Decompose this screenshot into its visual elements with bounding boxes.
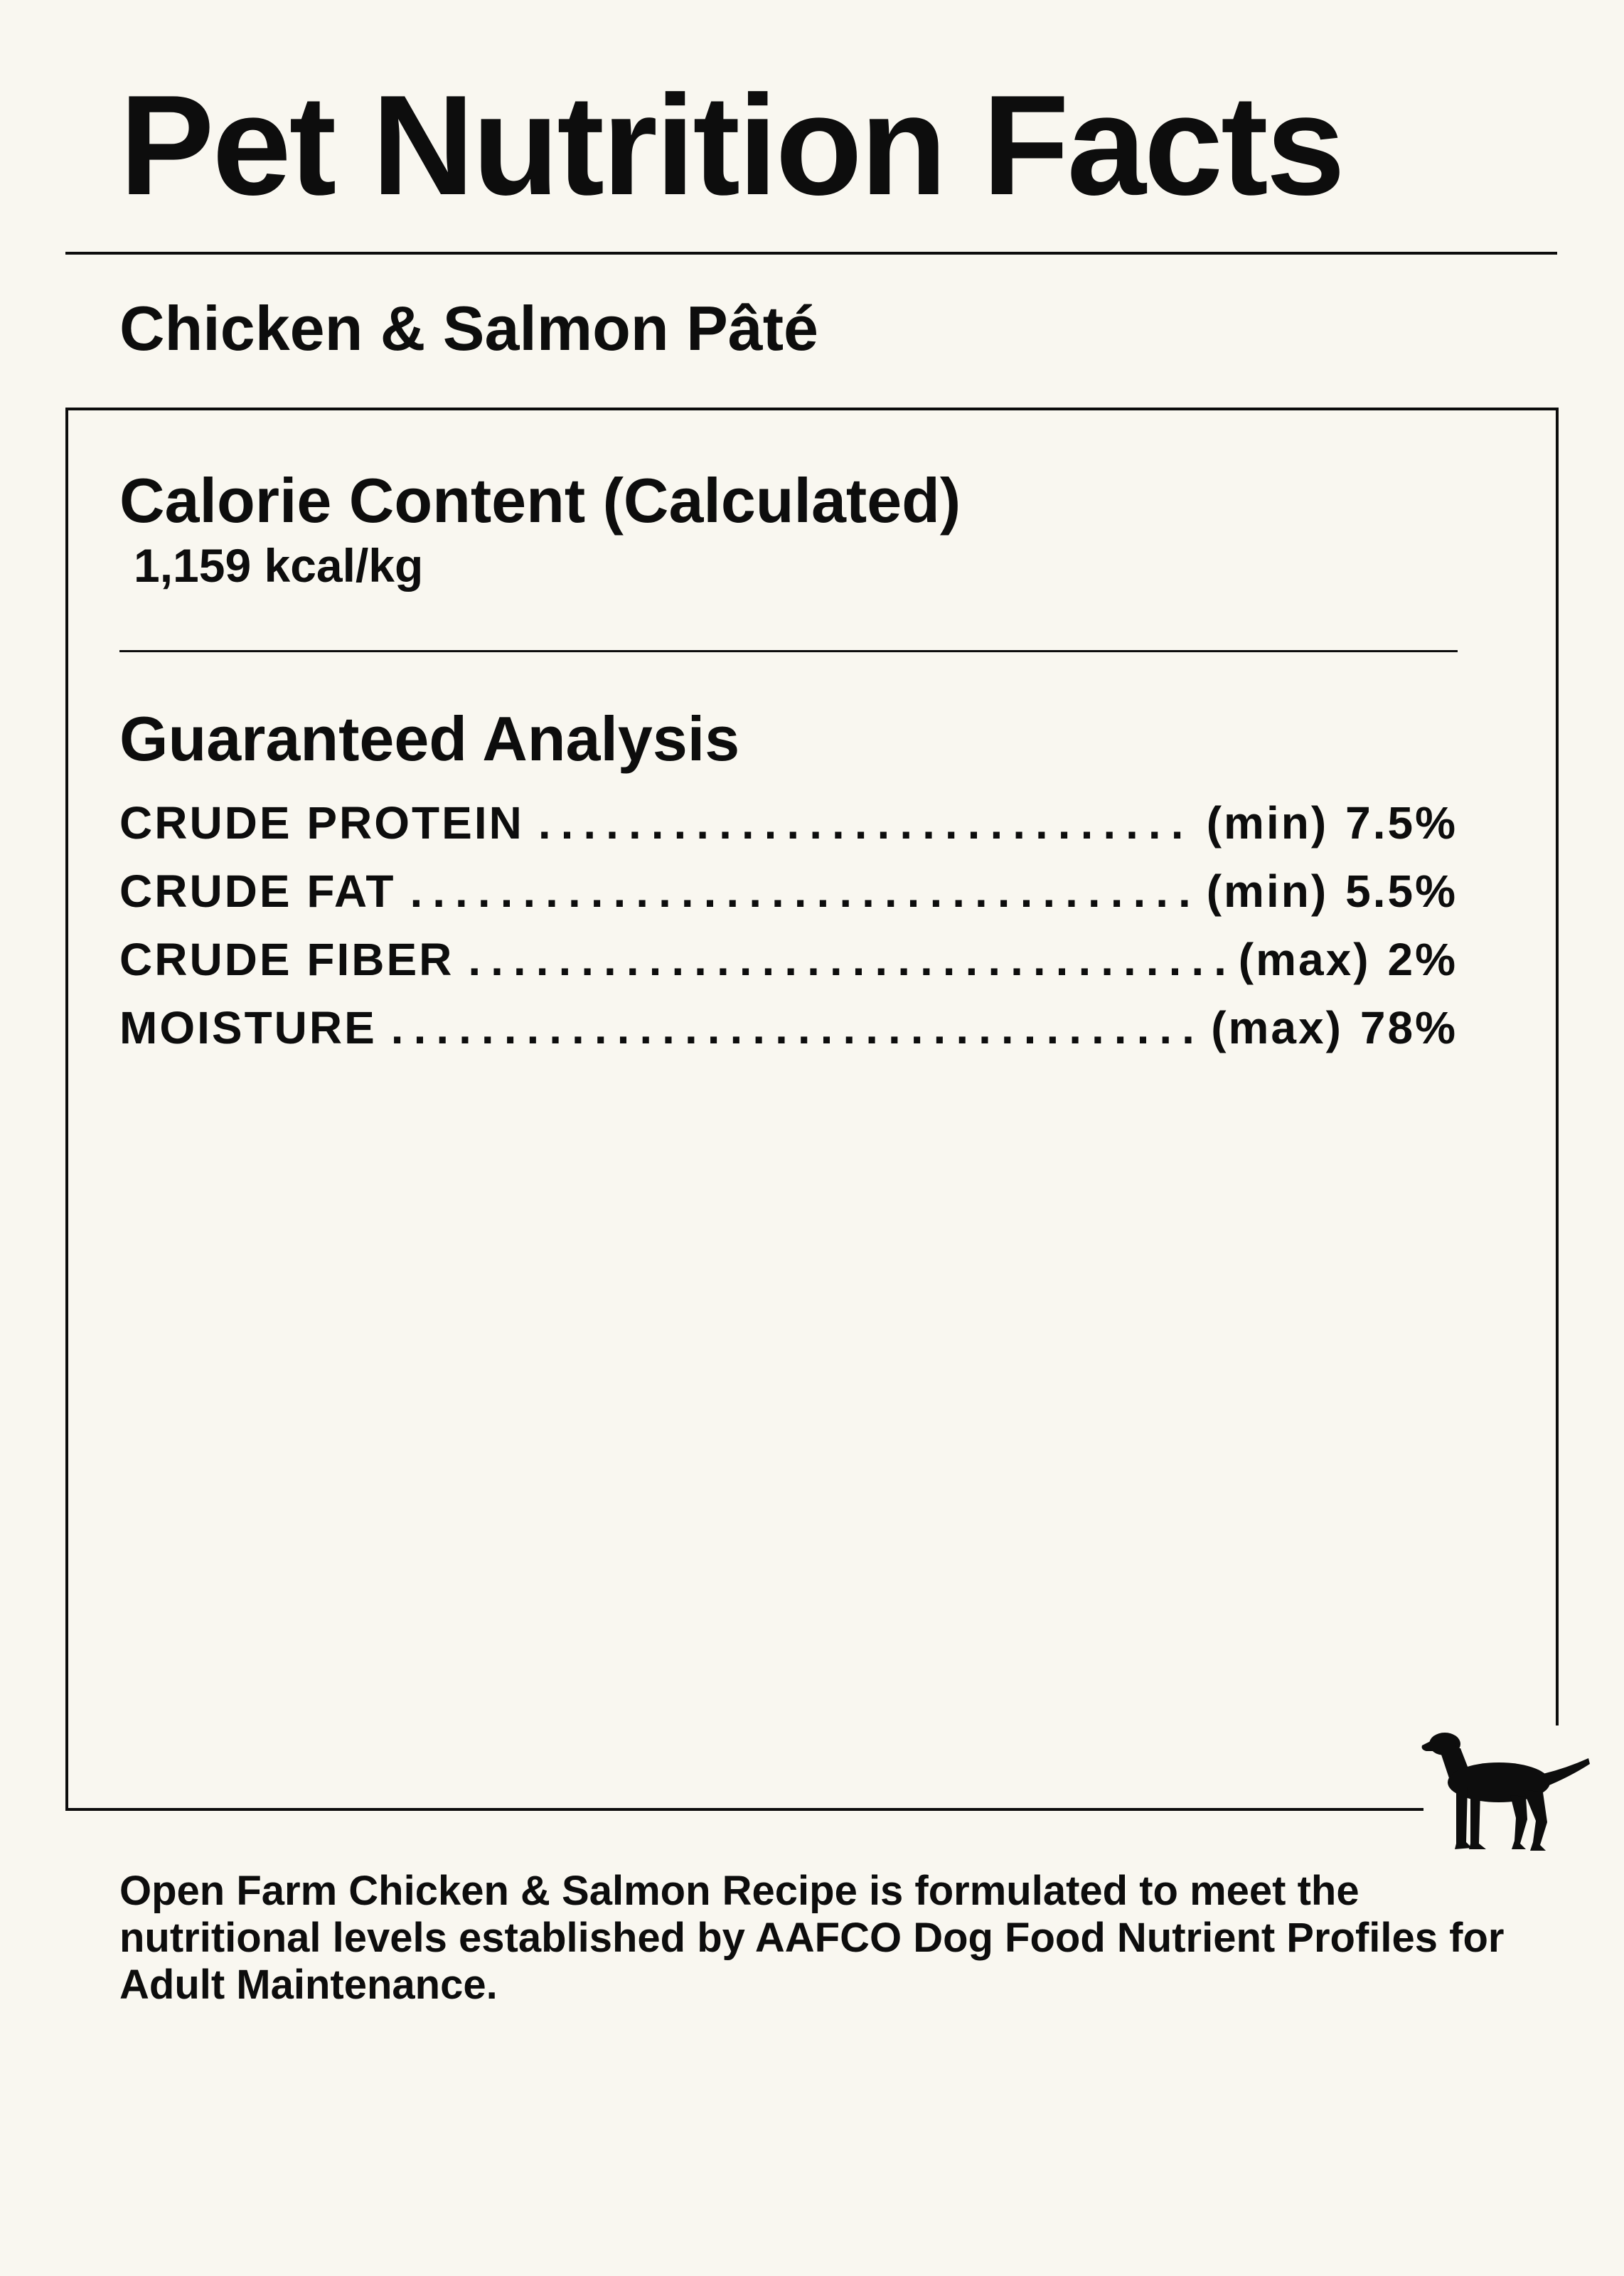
panel-border-right [1556, 408, 1559, 1725]
nutrient-qualifier: (min) [1206, 866, 1329, 917]
aafco-statement: Open Farm Chicken & Salmon Recipe is formulated to meet the nutritional levels established by AAFCO Dog Food Nutrient Profiles for Adult Maintenance. [119, 1868, 1505, 2008]
page-title: Pet Nutrition Facts [119, 66, 1343, 225]
panel-border-bottom [65, 1808, 1423, 1811]
nutrient-value: 2% [1387, 934, 1458, 985]
analysis-row-crude-protein [119, 797, 1458, 865]
analysis-row-crude-fiber [119, 933, 1458, 1001]
nutrient-qualifier: (max) [1211, 1002, 1343, 1053]
panel-border-top [65, 408, 1559, 410]
dog-silhouette-icon [1421, 1727, 1591, 1854]
guaranteed-analysis-list [119, 797, 1458, 1070]
nutrient-value: 78% [1359, 1002, 1458, 1053]
guaranteed-analysis-heading: Guaranteed Analysis [119, 703, 740, 774]
nutrient-qualifier: (min) [1206, 797, 1329, 849]
nutrient-qualifier: (max) [1238, 934, 1371, 985]
section-divider [119, 650, 1458, 652]
title-divider [65, 252, 1557, 255]
product-name: Chicken & Salmon Pâté [119, 293, 818, 363]
analysis-row-crude-fat [119, 865, 1458, 933]
dot-leader [391, 1001, 1197, 1054]
nutrient-name: CRUDE PROTEIN [119, 797, 524, 849]
nutrient-value: 7.5% [1345, 797, 1458, 849]
calorie-content-value: 1,159 kcal/kg [134, 539, 424, 592]
panel-border-left [65, 408, 68, 1811]
calorie-content-heading: Calorie Content (Calculated) [119, 465, 961, 536]
nutrient-name: MOISTURE [119, 1002, 377, 1053]
dot-leader [410, 865, 1192, 918]
dot-leader [468, 933, 1224, 986]
nutrient-name: CRUDE FIBER [119, 934, 454, 985]
nutrient-value: 5.5% [1345, 866, 1458, 917]
dot-leader [538, 797, 1192, 849]
analysis-row-moisture [119, 1001, 1458, 1070]
nutrient-name: CRUDE FAT [119, 866, 396, 917]
